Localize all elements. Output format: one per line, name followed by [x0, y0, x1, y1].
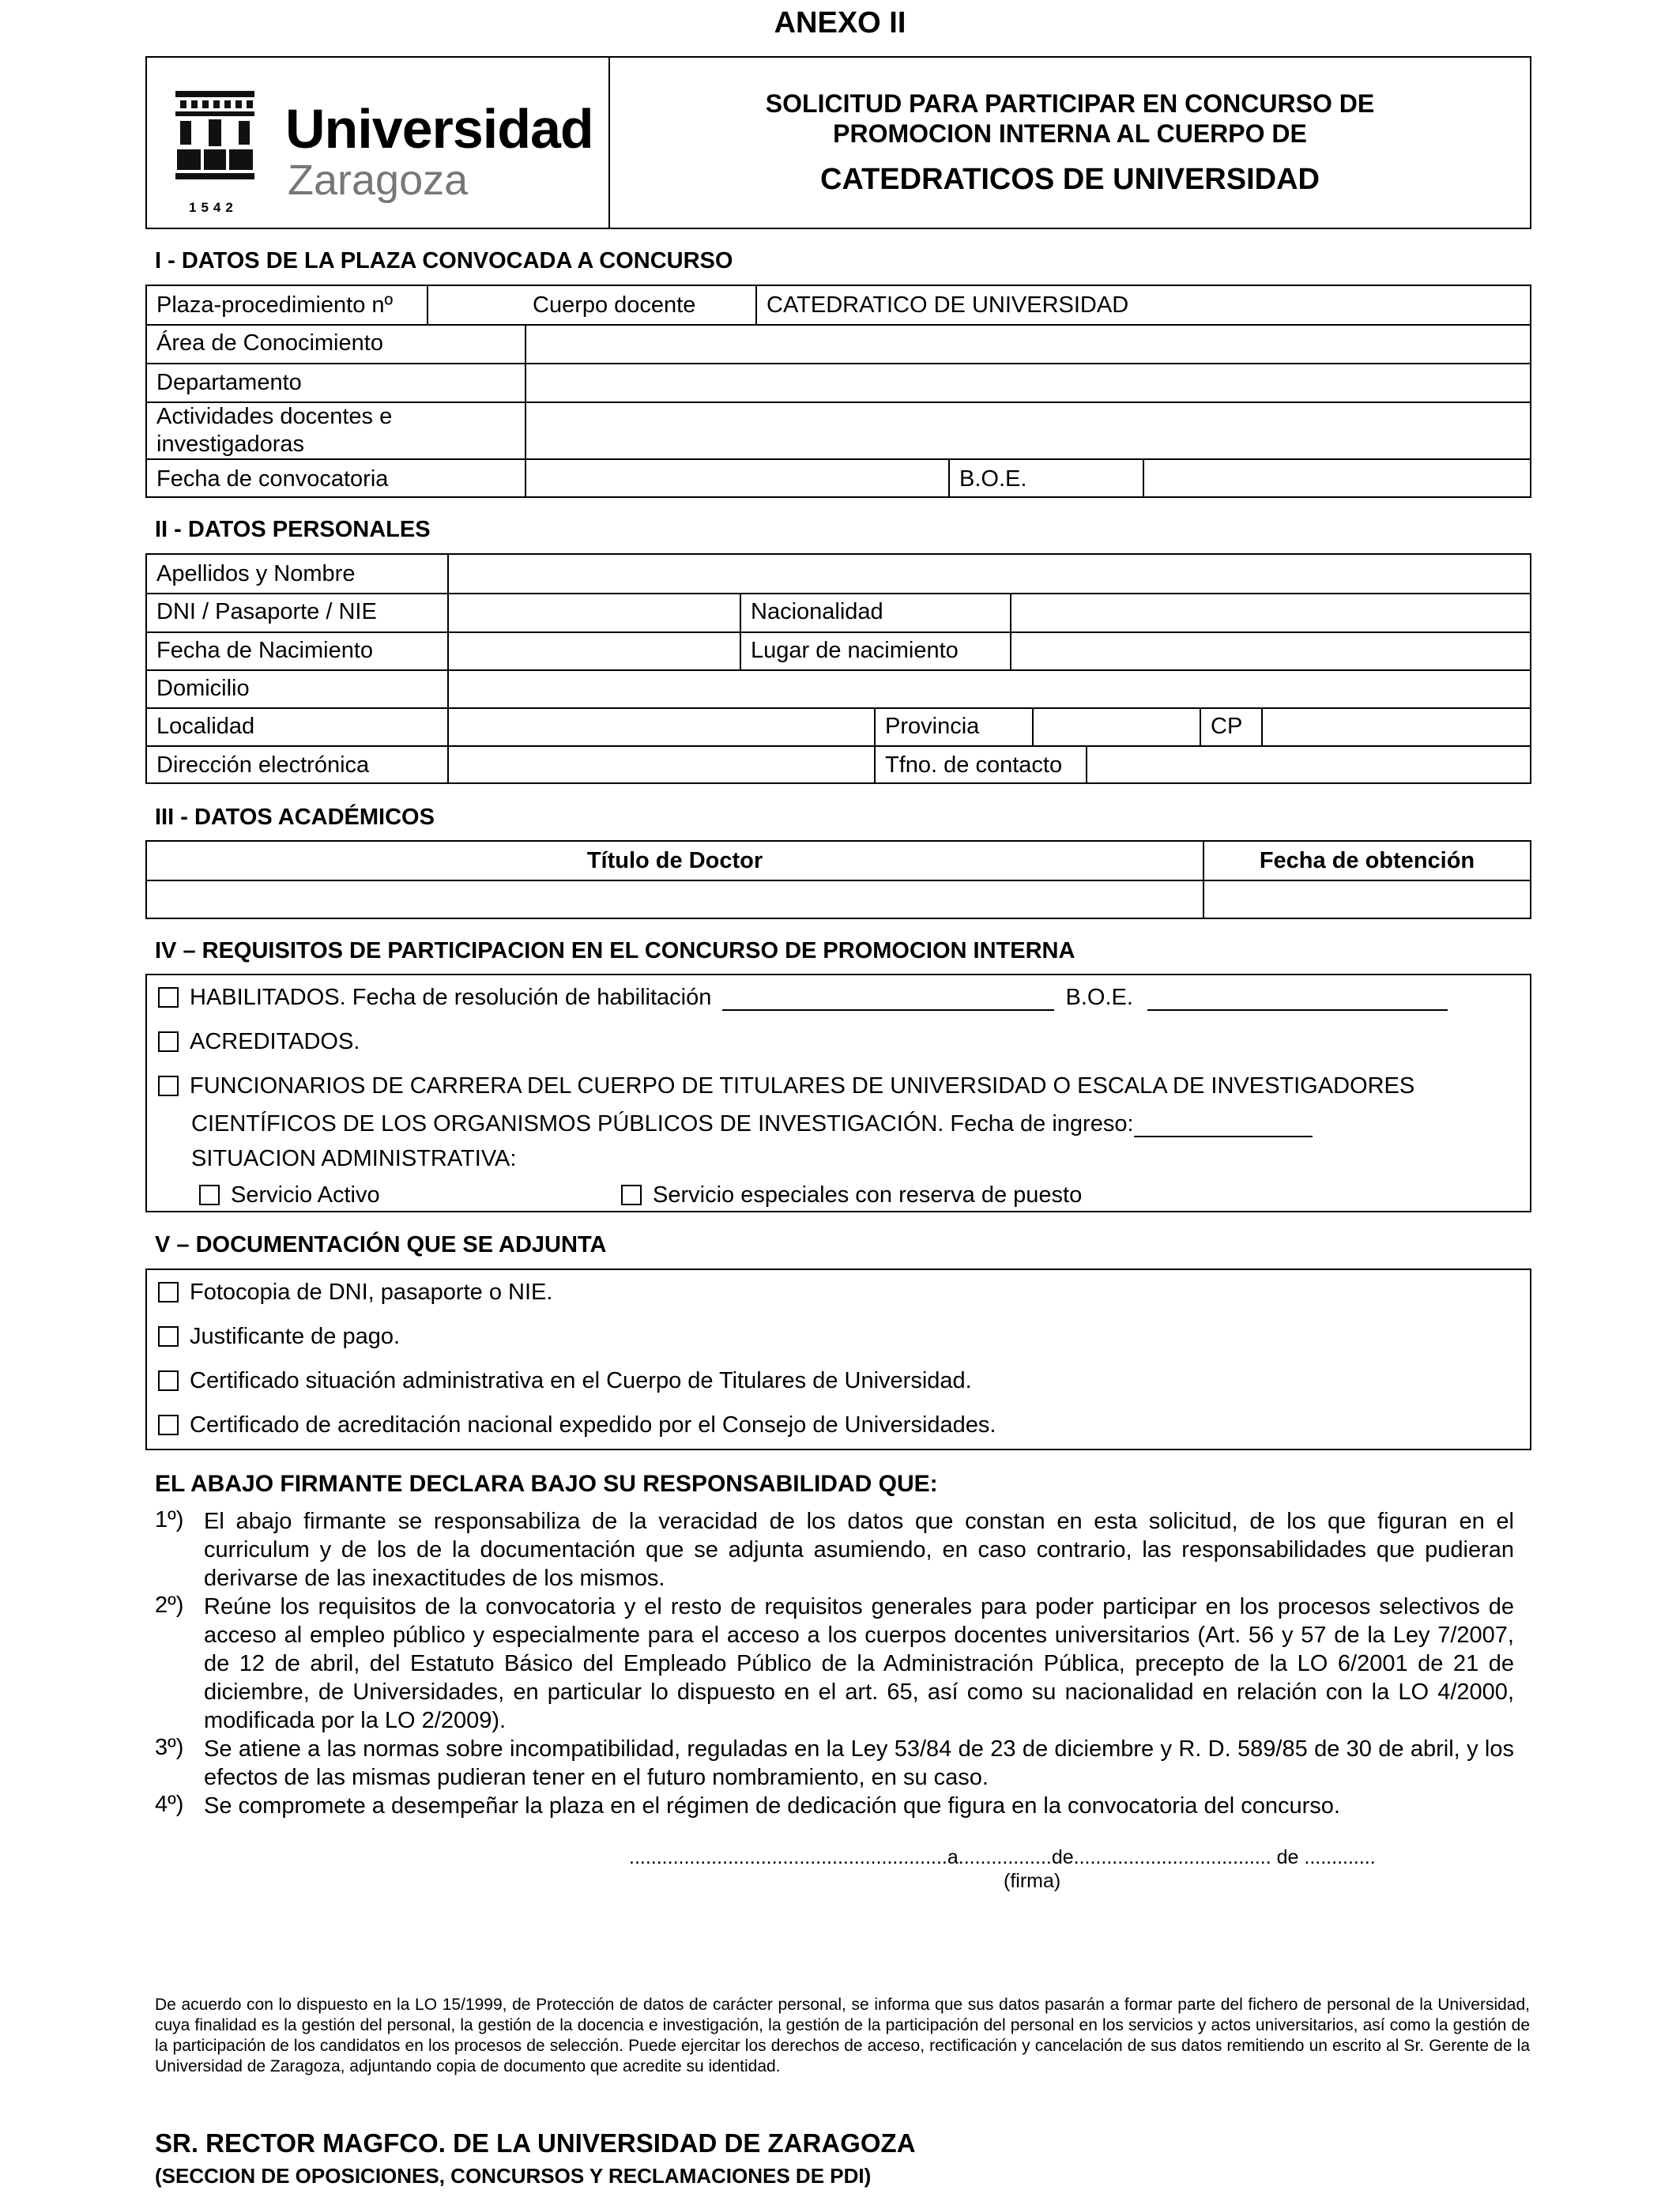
habilitacion-date-field[interactable]	[722, 1009, 1054, 1011]
servicio-activo-checkbox[interactable]	[199, 1185, 220, 1205]
area-label: Área de Conocimiento	[156, 330, 383, 356]
cuerpo-value: CATEDRATICO DE UNIVERSIDAD	[767, 292, 1129, 318]
declaration-item-1-number: 1º)	[155, 1507, 184, 1532]
servicio-especiales-row	[621, 1182, 1082, 1208]
declaration-item-2-text: Reúne los requisitos de la convocatoria y el resto de requisitos generales para poder participar en los procesos selectivos de acceso al empleo público y especialmente para el acceso a los cuerpos docentes universitarios (Art. 56 y 57 de la Ley 7/2007, de 12 de abril, del Estatuto Básico del Empleado Público de la Administración Pública, precepto de la LO 6/2001 de 21 de diciembre, de Universidades, en particular lo dispuesto en el art. 65, así como su nacionalidad en relación con la LO 4/2000, modificada por la LO 2/2009).	[204, 1594, 1514, 1733]
declaration-item-4-text: Se compromete a desempeñar la plaza en el régimen de dedicación que figura en la convocatoria del concurso.	[204, 1793, 1340, 1819]
doc-pago-checkbox[interactable]	[158, 1326, 179, 1347]
doc-acreditacion-checkbox[interactable]	[158, 1415, 179, 1435]
titulo-doctor-input[interactable]	[149, 881, 1201, 916]
section2-table	[145, 553, 1531, 784]
section5-box	[145, 1269, 1531, 1450]
boe-label: B.O.E.	[959, 466, 1027, 492]
logo-cell	[146, 57, 609, 228]
servicio-especiales-checkbox[interactable]	[621, 1185, 642, 1205]
habilitados-boe-field[interactable]	[1147, 1009, 1448, 1011]
annex-title: ANEXO II	[774, 6, 906, 40]
header-box	[145, 56, 1531, 229]
doc-item-certificado-situacion	[158, 1368, 972, 1394]
header-title-main: CATEDRATICOS DE UNIVERSIDAD	[820, 163, 1320, 196]
departamento-label: Departamento	[156, 370, 302, 395]
declaration-item-3-text: Se atiene a las normas sobre incompatibilidad, reguladas en la Ley 53/84 de 23 de diciembre y R. D. 589/85 de 30 de abril, y los efectos de las mismas pudieran tener en el futuro nombramiento, en su caso.	[204, 1736, 1514, 1790]
logo-city: Zaragoza	[288, 156, 469, 204]
section1-heading: I - DATOS DE LA PLAZA CONVOCADA A CONCURSO	[155, 248, 733, 273]
actividades-label: Actividades docentes e investigadoras	[156, 404, 393, 457]
doc-certificado-situacion-label: Certificado situación administrativa en el Cuerpo de Titulares de Universidad.	[190, 1368, 972, 1393]
fecha-obtencion-header: Fecha de obtención	[1259, 848, 1475, 873]
section1-table	[145, 285, 1531, 498]
cp-input[interactable]	[1263, 709, 1528, 745]
addressee-line1: SR. RECTOR MAGFCO. DE LA UNIVERSIDAD DE ZARAGOZA	[155, 2128, 916, 2158]
logo-name: Universidad	[285, 97, 593, 160]
acreditados-row	[158, 1029, 360, 1055]
fecha-obtencion-input[interactable]	[1204, 881, 1528, 916]
lugar-nacimiento-label: Lugar de nacimiento	[751, 638, 959, 663]
declaration-heading: EL ABAJO FIRMANTE DECLARA BAJO SU RESPONSABILIDAD QUE:	[155, 1471, 938, 1497]
lugar-nacimiento-input[interactable]	[1011, 633, 1528, 669]
apellidos-input[interactable]	[449, 556, 1528, 591]
declaration-item-4-number: 4º)	[155, 1792, 184, 1817]
provincia-label: Provincia	[885, 714, 980, 739]
area-input[interactable]	[526, 326, 1528, 362]
cp-label: CP	[1211, 714, 1243, 739]
doc-item-dni	[158, 1280, 552, 1306]
nacionalidad-label: Nacionalidad	[751, 599, 883, 624]
university-crest-icon	[174, 89, 256, 183]
servicio-activo-label: Servicio Activo	[231, 1182, 380, 1208]
fecha-convocatoria-label: Fecha de convocatoria	[156, 466, 389, 492]
funcionarios-row	[158, 1073, 1414, 1099]
funcionarios-label-line2: CIENTÍFICOS DE LOS ORGANISMOS PÚBLICOS DE INVESTIGACIÓN. Fecha de ingreso:	[191, 1111, 1134, 1137]
boe-input[interactable]	[1144, 460, 1528, 495]
doc-pago-label: Justificante de pago.	[190, 1324, 401, 1349]
habilitados-label: HABILITADOS. Fecha de resolución de habilitación	[190, 985, 712, 1010]
university-logo	[147, 59, 608, 227]
section4-box	[145, 974, 1531, 1212]
email-label: Dirección electrónica	[156, 752, 370, 778]
acreditados-label: ACREDITADOS.	[190, 1029, 360, 1054]
plaza-label: Plaza-procedimiento nº	[156, 292, 394, 318]
dni-label: DNI / Pasaporte / NIE	[156, 599, 377, 624]
section4-heading: IV – REQUISITOS DE PARTICIPACION EN EL CONCURSO DE PROMOCION INTERNA	[155, 938, 1075, 963]
situacion-label: SITUACION ADMINISTRATIVA:	[191, 1146, 517, 1171]
servicio-activo-row	[199, 1182, 380, 1208]
fecha-convocatoria-input[interactable]	[526, 460, 947, 495]
declaration-item-3-number: 3º)	[155, 1735, 184, 1760]
doc-item-acreditacion	[158, 1412, 996, 1438]
apellidos-label: Apellidos y Nombre	[156, 561, 356, 586]
privacy-note: De acuerdo con lo dispuesto en la LO 15/1999, de Protección de datos de carácter personal, se informa que sus datos pasarán a formar parte del fichero de personal de la Universidad, cuya finalidad es la gestión del personal, la gestión de la docencia e investigación, la gestión de la participación del personal en los servicios y actos universitarios, así como la gestión de la participación de los candidatos en los procesos de selección. Puede ejercitar los derechos de acceso, rectificación y cancelación de sus datos remitiendo un escrito al Sr. Gerente de la Universidad de Zaragoza, adjuntando copia de documento que acredite su identidad.	[155, 1996, 1530, 2075]
doc-item-pago	[158, 1324, 400, 1350]
section3-heading: III - DATOS ACADÉMICOS	[155, 805, 435, 830]
provincia-input[interactable]	[1034, 709, 1198, 745]
domicilio-input[interactable]	[449, 671, 1528, 707]
titulo-doctor-header: Título de Doctor	[586, 848, 763, 873]
habilitados-checkbox[interactable]	[158, 987, 179, 1008]
localidad-input[interactable]	[449, 709, 872, 745]
doc-certificado-situacion-checkbox[interactable]	[158, 1370, 179, 1391]
email-input[interactable]	[449, 747, 872, 782]
habilitados-row	[158, 985, 1448, 1011]
declaration-item-1-text: El abajo firmante se responsabiliza de la veracidad de los datos que constan en esta solicitud, de los que figuran en el curriculum y de los de la documentación que se adjunta asumiendo, en caso contrario, las responsabilidades que pudieran derivarse de las inexactitudes de los mismos.	[204, 1509, 1514, 1591]
dni-input[interactable]	[449, 594, 738, 631]
fecha-ingreso-field[interactable]	[1134, 1136, 1313, 1137]
signature-label: (firma)	[1004, 1870, 1061, 1892]
section3-table	[145, 840, 1531, 919]
fecha-nacimiento-input[interactable]	[449, 633, 738, 669]
localidad-label: Localidad	[156, 714, 255, 739]
addressee-line2: (SECCION DE OPOSICIONES, CONCURSOS Y RECLAMACIONES DE PDI)	[155, 2164, 872, 2188]
funcionarios-line2-row	[191, 1111, 1313, 1137]
declaration-item-2-number: 2º)	[155, 1593, 184, 1618]
doc-dni-label: Fotocopia de DNI, pasaporte o NIE.	[190, 1280, 553, 1305]
telefono-input[interactable]	[1087, 747, 1528, 782]
fecha-nacimiento-label: Fecha de Nacimiento	[156, 638, 374, 663]
section2-heading: II - DATOS PERSONALES	[155, 517, 431, 542]
funcionarios-label-line1: FUNCIONARIOS DE CARRERA DEL CUERPO DE TITULARES DE UNIVERSIDAD O ESCALA DE INVESTIGADORES	[190, 1073, 1415, 1099]
servicio-especiales-label: Servicio especiales con reserva de puesto	[653, 1182, 1083, 1208]
signature-line[interactable]: ..........................................................a.................de.................................... de .............	[629, 1846, 1376, 1868]
telefono-label: Tfno. de contacto	[885, 752, 1063, 778]
header-title-line1: SOLICITUD PARA PARTICIPAR EN CONCURSO DE	[765, 89, 1375, 118]
habilitados-boe-label: B.O.E.	[1065, 985, 1133, 1010]
acreditados-checkbox[interactable]	[158, 1031, 179, 1052]
actividades-input[interactable]	[526, 403, 1528, 458]
header-title-line2: PROMOCION INTERNA AL CUERPO DE	[833, 119, 1307, 148]
domicilio-label: Domicilio	[156, 676, 250, 701]
doc-acreditacion-label: Certificado de acreditación nacional expedido por el Consejo de Universidades.	[190, 1412, 996, 1438]
cuerpo-label: Cuerpo docente	[533, 292, 696, 318]
section5-heading: V – DOCUMENTACIÓN QUE SE ADJUNTA	[155, 1232, 607, 1257]
header-title-cell	[609, 57, 1531, 228]
nacionalidad-input[interactable]	[1011, 594, 1528, 631]
doc-dni-checkbox[interactable]	[158, 1282, 179, 1302]
funcionarios-checkbox[interactable]	[158, 1076, 179, 1096]
logo-year: 1542	[189, 199, 238, 215]
departamento-input[interactable]	[526, 364, 1528, 401]
